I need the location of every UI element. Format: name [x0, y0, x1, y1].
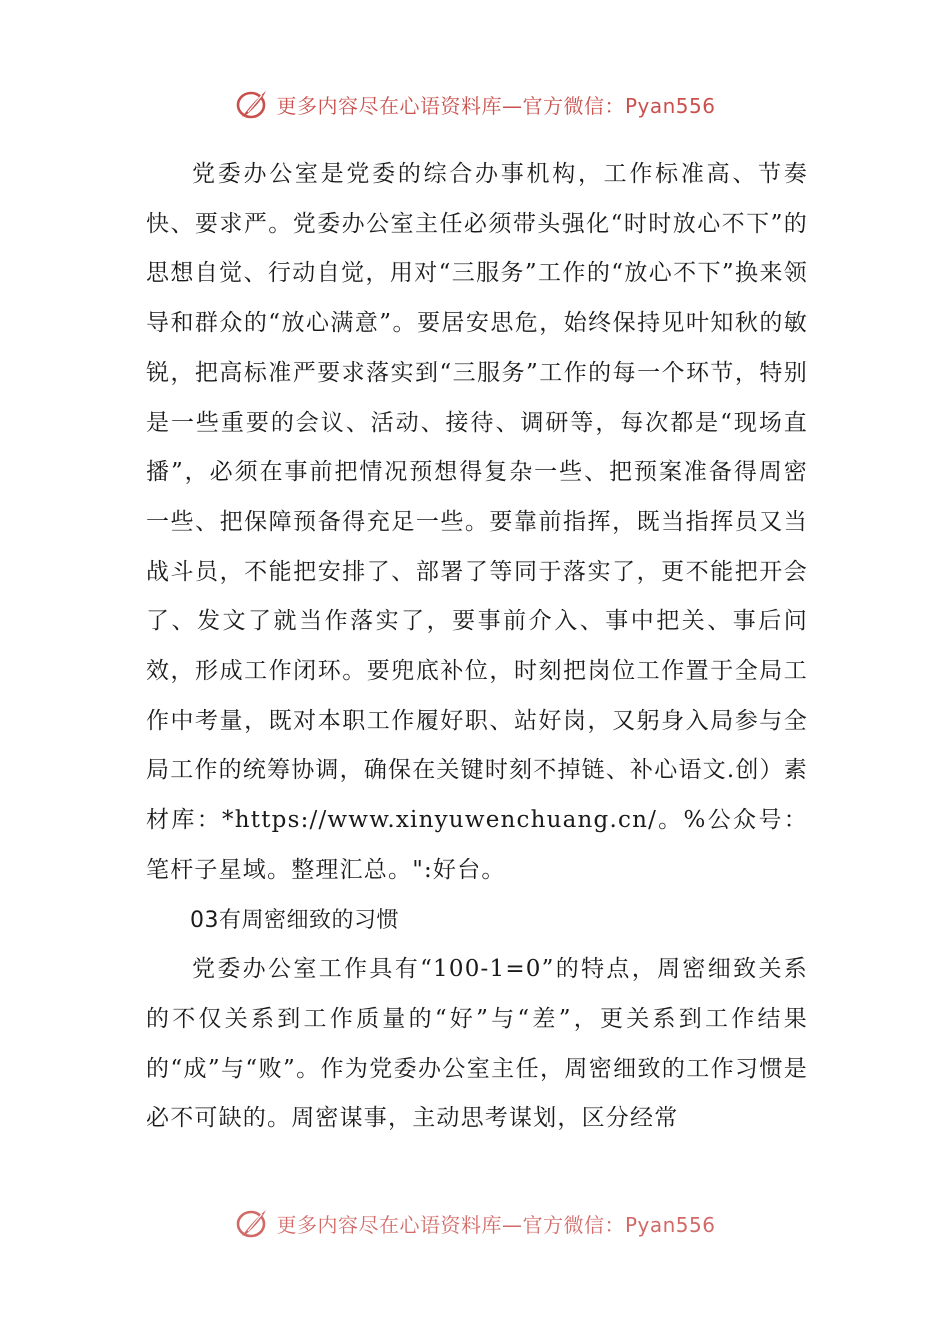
- footer-watermark: [0, 1206, 950, 1240]
- header-watermark-text: 更多内容尽在心语资料库—官方微信：Pyan556: [276, 93, 716, 118]
- document-body: [146, 150, 808, 1144]
- section-heading: 03有周密细致的习惯: [190, 907, 399, 933]
- paragraph-1: 党委办公室是党委的综合办事机构，工作标准高、节奏快、要求严。党委办公室主任必须带头强化“时时放心不下”的思想自觉、行动自觉，用对“三服务”工作的“放心不下”换来领导和群众的“放心满意”。要居安思危，始终保持见叶知秋的敏锐，把高标准严要求落实到“三服务”工作的每一个环节，特别是一些重要的会议、活动、接待、调研等，每次都是“现场直播”，必须在事前把情况预想得复杂一些、把预案准备得周密一些、把保障预备得充足一些。要靠前指挥，既当指挥员又当战斗员，不能把安排了、部署了等同于落实了，更不能把开会了、发文了就当作落实了，要事前介入、事中把关、事后问效，形成工作闭环。要兜底补位，时刻把岗位工作置于全局工作中考量，既对本职工作履好职、站好岗，又躬身入局参与全局工作的统筹协调，确保在关键时刻不掉链、补心语文.创）素材库：*https://www.xinyuwenchuang.cn/。%公众号：笔杆子星域。整理汇总。":好台。: [146, 161, 808, 883]
- header-watermark: [0, 86, 950, 122]
- feather-pen-circle-icon: [234, 87, 270, 121]
- feather-pen-circle-icon: [234, 1206, 270, 1240]
- paragraph-2: 党委办公室工作具有“100-1=0”的特点，周密细致关系的不仅关系到工作质量的“好”与“差”，更关系到工作结果的“成”与“败”。作为党委办公室主任，周密细致的工作习惯是必不可缺的。周密谋事，主动思考谋划，区分经常: [146, 956, 808, 1132]
- footer-watermark-text: 更多内容尽在心语资料库—官方微信：Pyan556: [276, 1212, 716, 1237]
